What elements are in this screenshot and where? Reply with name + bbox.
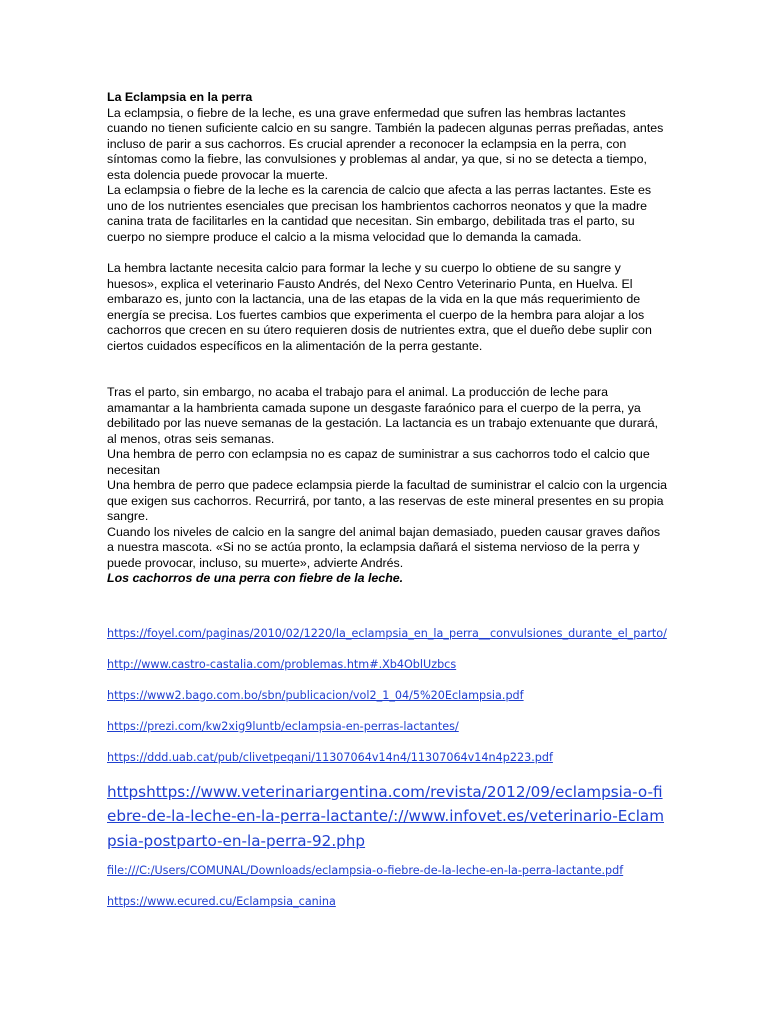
paragraph-reserves: Una hembra de perro que padece eclampsia pierde la facultad de suministrar el calcio con la urgencia que exigen sus cachorros. Recurrirá, por tanto, a las reservas de este mineral presentes en su propia sangre. [107,478,667,523]
paragraph-calcium-needs: La hembra lactante necesita calcio para formar la leche y su cuerpo lo obtiene de su sangre y huesos», explica el veterinario Fausto Andrés, del Nexo Centro Veterinario Punta, en Huelva. El embarazo es, junto con la lactancia, una de las etapas de la vida en la que más requerimiento de energía se precisa. Los fuertes cambios que experimenta el cuerpo de la hembra para alojar a los cachorros que crecen en su útero requieren dosis de nutrientes extra, que el dueño debe suplir con ciertos cuidados específicos en la alimentación de la perra gestante. [107,261,652,353]
paragraph-intro: La eclampsia, o fiebre de la leche, es una grave enfermedad que sufren las hembras lactantes cuando no tienen suficiente calcio en su sangre. También la padecen algunas perras preñadas, antes incluso de parir a sus cachorros. Es crucial aprender a reconocer la eclampsia en la perra, con síntomas como la fiebre, las convulsiones y problemas al andar, ya que, si no se detecta a tiempo, esta dolencia puede provocar la muerte. [107,105,664,182]
paragraph-spacer [107,354,669,385]
reference-link-bago[interactable]: https://www2.bago.com.bo/sbn/publicacion/vol2_1_04/5%20Eclampsia.pdf [107,688,524,702]
paragraph-after-birth: Tras el parto, sin embargo, no acaba el trabajo para el animal. La producción de leche para amamantar a la hambrienta camada supone un desgaste faraónico para el cuerpo de la perra, ya debilitado por las nueve semanas de la gestación. La lactancia es un trabajo extenuante que durará, al menos, otras seis semanas. [107,385,659,446]
paragraph-warning: Cuando los niveles de calcio en la sangre del animal bajan demasiado, pueden causar graves daños a nuestra mascota. «Si no se actúa pronto, la eclampsia dañará el sistema nervioso de la perra y puede provocar, incluso, su muerte», advierte Andrés. [107,524,661,570]
reference-links [107,625,669,911]
reference-link-foyel[interactable]: https://foyel.com/paginas/2010/02/1220/la_eclampsia_en_la_perra__convulsiones_durante_el_parto/ [107,626,667,640]
document-title: La Eclampsia en la perra [107,90,253,104]
paragraph-spacer [107,245,669,261]
section-spacer [107,587,669,625]
reference-link-uab[interactable]: https://ddd.uab.cat/pub/clivetpeqani/11307064v14n4/11307064v14n4p223.pdf [107,750,553,764]
document-body [107,90,669,924]
closing-caption: Los cachorros de una perra con fiebre de la leche. [107,571,404,585]
reference-link-ecured[interactable]: https://www.ecured.cu/Eclampsia_canina [107,895,336,908]
reference-link-local-file[interactable]: file:///C:/Users/COMUNAL/Downloads/eclampsia-o-fiebre-de-la-leche-en-la-perra-lactante.pdf [107,864,624,877]
reference-link-prezi[interactable]: https://prezi.com/kw2xig9luntb/eclampsia-en-perras-lactantes/ [107,719,459,733]
reference-link-castro-castalia[interactable]: http://www.castro-castalia.com/problemas.htm#.Xb4OblUzbcs [107,657,457,671]
paragraph-definition: La eclampsia o fiebre de la leche es la carencia de calcio que afecta a las perras lactantes. Este es uno de los nutrientes esenciales que precisan los hambrientos cachorros neonatos y que la madre canina trata de facilitarles en la cantidad que necesitan. Sin embargo, debilitada tras el parto, su cuerpo no siempre produce el calcio a la misma velocidad que lo demanda la camada. [107,183,652,244]
paragraph-callout: Una hembra de perro con eclampsia no es capaz de suministrar a sus cachorros todo el calcio que necesitan [107,447,650,477]
reference-link-veterinariargentina[interactable]: httpshttps://www.veterinariargentina.com/revista/2012/09/eclampsia-o-fiebre-de-la-leche-en-la-perra-lactante/://www.infovet.es/veterinario-Eclampsia-postparto-en-la-perra-92.php [107,782,665,850]
